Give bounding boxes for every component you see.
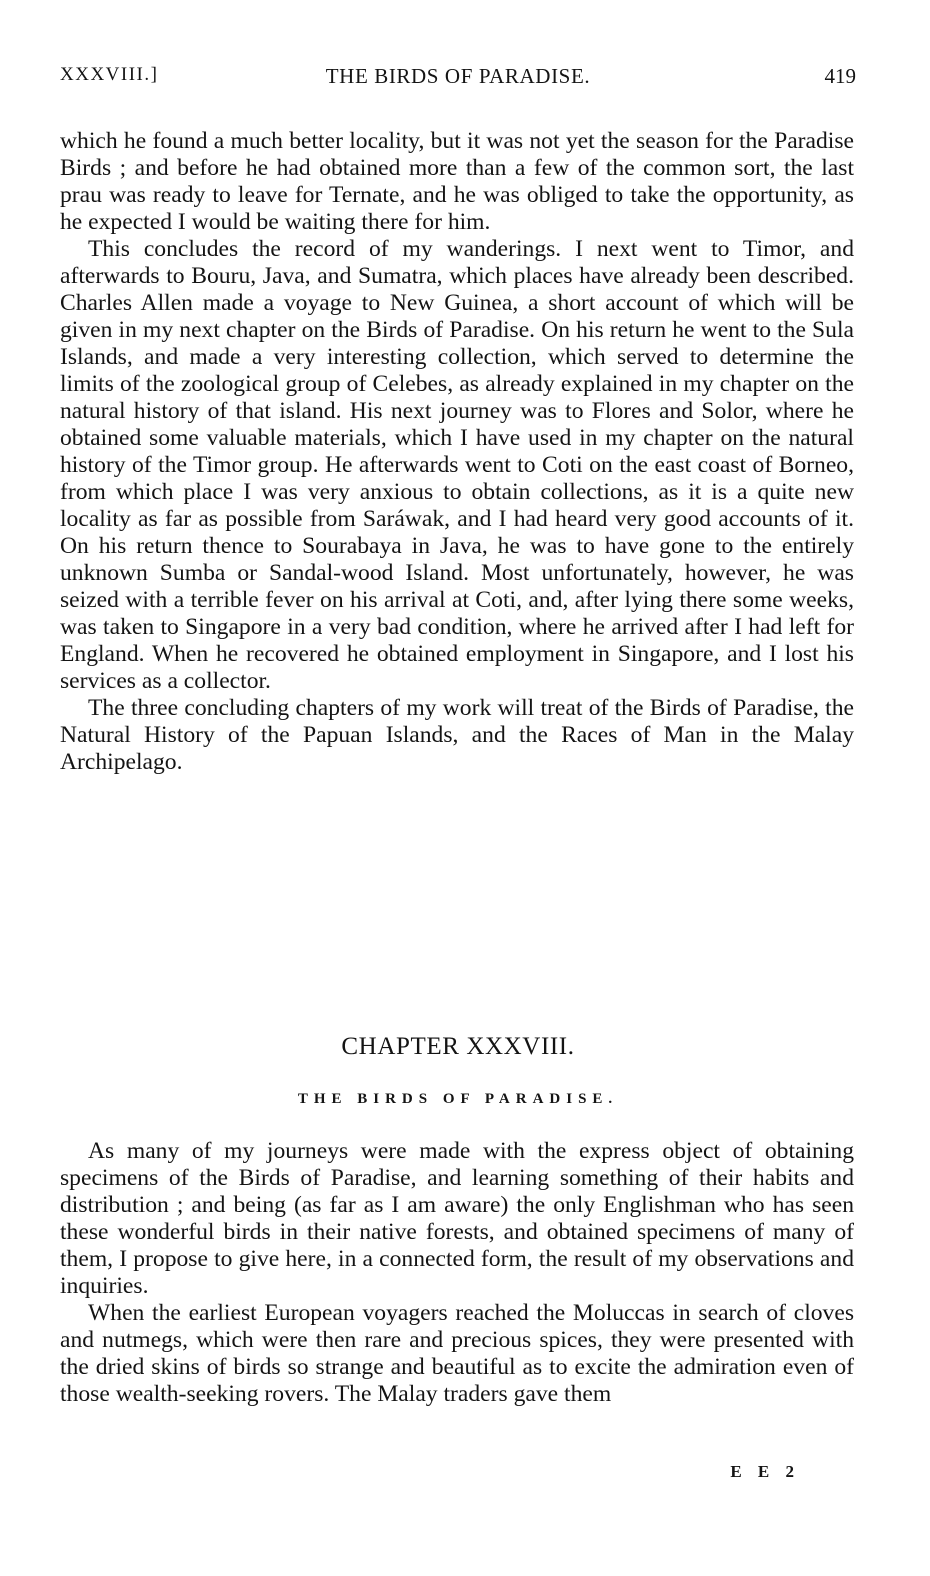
- paragraph: The three concluding chapters of my work will treat of the Birds of Paradise, the Natural History of the Papuan Islands, and the Races of Man in the Malay Archipelago.: [60, 695, 854, 775]
- paragraph: When the earliest European voyagers reached the Moluccas in search of cloves and nutmegs, which were then rare and precious spices, they were presented with the dried skins of birds so strange and beautiful as to excite the admiration even of those wealth-seeking rovers. The Malay traders gave them: [60, 1300, 854, 1407]
- text-block-bottom: [60, 1138, 854, 1408]
- signature-mark: E E 2: [730, 1462, 800, 1481]
- paragraph: which he found a much better locality, but it was not yet the season for the Paradise Birds ; and before he had obtained more than a few of the common sort, the last prau was ready to leave for Ternate, and he was obliged to take the opportunity, as he expected I would be waiting there for him.: [60, 128, 854, 235]
- paragraph: This concludes the record of my wanderings. I next went to Timor, and afterwards to Bouru, Java, and Sumatra, which places have already been described. Charles Allen made a voyage to New Guinea, a short account of which will be given in my next chapter on the Birds of Paradise. On his return he went to the Sula Islands, and made a very interesting collection, which served to determine the limits of the zoological group of Celebes, as already explained in my chapter on the natural history of that island. His next journey was to Flores and Solor, where he obtained some valuable materials, which I have used in my chapter on the natural history of the Timor group. He afterwards went to Coti on the east coast of Borneo, from which place I was very anxious to obtain collections, as it is a quite new locality as far as possible from Saráwak, and I had heard very good accounts of it. On his return thence to Sourabaya in Java, he was to have gone to the entirely unknown Sumba or Sandal-wood Island. Most unfortunately, however, he was seized with a terrible fever on his arrival at Coti, and, after lying there some weeks, was taken to Singapore in a very bad condition, where he arrived after I had left for England. When he recovered he obtained employment in Singapore, and I lost his services as a collector.: [60, 236, 854, 694]
- chapter-title: CHAPTER XXXVIII.: [341, 1033, 575, 1060]
- paragraph: As many of my journeys were made with the express object of obtaining specimens of the Birds of Paradise, and learning something of their habits and distribution ; and being (as far as I am aware) the only Englishman who has seen these wonderful birds in their native forests, and obtained specimens of many of them, I propose to give here, in a connected form, the result of my observations and inquiries.: [60, 1138, 854, 1299]
- page-number: 419: [824, 64, 856, 88]
- text-block-top: [60, 128, 854, 776]
- running-title: THE BIRDS OF PARADISE.: [325, 64, 591, 88]
- chapter-subtitle: THE BIRDS OF PARADISE.: [297, 1091, 619, 1107]
- running-header: [60, 64, 856, 94]
- chapter-reference: XXXVIII.]: [60, 64, 159, 85]
